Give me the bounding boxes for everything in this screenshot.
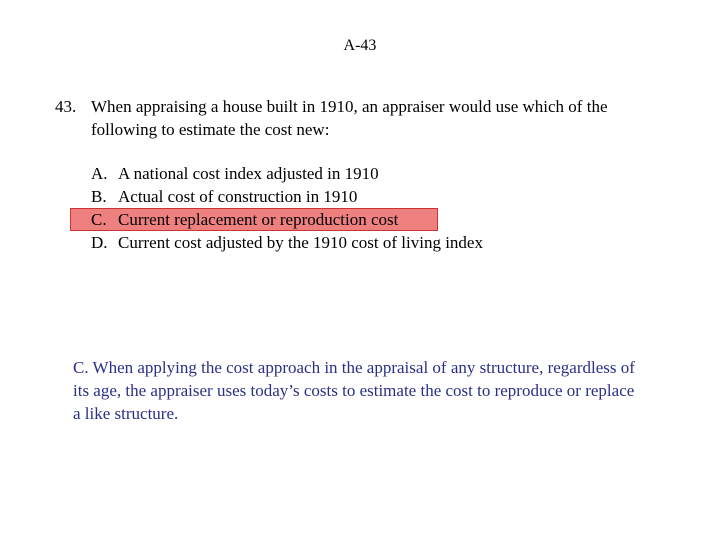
question-number: 43.: [55, 97, 77, 116]
option-text: Current replacement or reproduction cost: [118, 210, 399, 229]
option-a: [70, 162, 630, 185]
option-letter: A.: [91, 164, 108, 183]
option-text: Actual cost of construction in 1910: [118, 187, 358, 206]
option-letter: B.: [91, 187, 107, 206]
option-c-correct-answer: [70, 208, 438, 231]
option-letter: C.: [91, 210, 107, 229]
question: [55, 95, 675, 141]
question-text: When appraising a house built in 1910, an appraiser would use which of the following to estimate the cost new:: [91, 97, 608, 139]
answer-options: [70, 162, 630, 254]
option-text: A national cost index adjusted in 1910: [118, 164, 379, 183]
option-b: [70, 185, 630, 208]
option-text: Current cost adjusted by the 1910 cost of living index: [118, 233, 483, 252]
option-letter: D.: [91, 233, 108, 252]
answer-explanation: C. When applying the cost approach in the appraisal of any structure, regardless of its age, the appraiser uses today’s costs to estimate the cost to reproduce or replace a like structure.: [73, 358, 635, 423]
option-d: [70, 231, 630, 254]
slide-title: A-43: [343, 37, 377, 54]
